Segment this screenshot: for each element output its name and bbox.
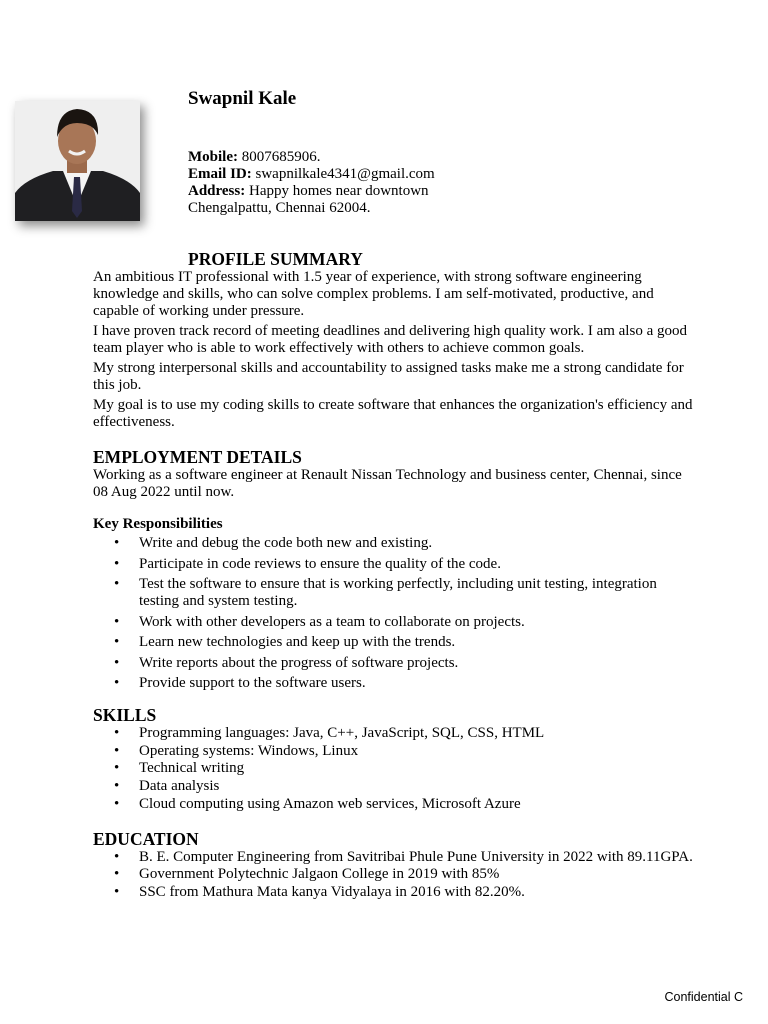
mobile-value: 8007685906. (241, 149, 321, 165)
list-item: • Learn new technologies and keep up with the trends. (93, 634, 693, 651)
list-item: • Government Polytechnic Jalgaon College in 2019 with 85% (93, 866, 693, 884)
profile-paragraph: I have proven track record of meeting deadlines and delivering high quality work. I am also a good team player who is able to work effectively with others to achieve common goals. (93, 323, 687, 356)
address-value-line1: Happy homes near downtown (248, 183, 429, 199)
employment-heading: EMPLOYMENT DETAILS (93, 447, 302, 467)
confidential-footer: Confidential C (664, 990, 743, 1004)
contact-block (188, 149, 435, 217)
mobile-line (188, 149, 435, 166)
candidate-name: Swapnil Kale (188, 88, 297, 109)
email-line (188, 166, 435, 183)
profile-summary-heading: PROFILE SUMMARY (188, 249, 363, 269)
list-item: • Technical writing (93, 760, 693, 778)
email-value[interactable]: swapnilkale4341@gmail.com (255, 166, 435, 182)
responsibilities-heading: Key Responsibilities (93, 516, 223, 532)
skills-list (93, 725, 693, 814)
list-item: • Write and debug the code both new and existing. (93, 535, 693, 552)
education-list (93, 849, 693, 902)
list-item: • Programming languages: Java, C++, JavaScript, SQL, CSS, HTML (93, 725, 693, 743)
profile-paragraph: An ambitious IT professional with 1.5 year of experience, with strong software engineering knowledge and skills, who can solve complex problems. I am self-motivated, productive, and capable of working under pressure. (93, 269, 654, 319)
profile-paragraph: My strong interpersonal skills and accountability to assigned tasks make me a strong candidate for this job. (93, 360, 684, 393)
list-item: • Data analysis (93, 778, 693, 796)
email-label: Email ID: (188, 166, 252, 182)
list-item: • Provide support to the software users. (93, 675, 693, 692)
list-item: • Write reports about the progress of software projects. (93, 655, 693, 672)
list-item: • B. E. Computer Engineering from Savitribai Phule Pune University in 2022 with 89.11GPA. (93, 849, 693, 867)
responsibilities-list (93, 535, 693, 692)
employment-summary: Working as a software engineer at Renault Nissan Technology and business center, Chennai, since 08 Aug 2022 until now. (93, 467, 682, 500)
address-label: Address: (188, 183, 246, 199)
list-item: • SSC from Mathura Mata kanya Vidyalaya in 2016 with 82.20%. (93, 884, 693, 902)
profile-photo (15, 101, 140, 221)
mobile-label: Mobile: (188, 149, 238, 165)
address-value-line2: Chengalpattu, Chennai 62004. (188, 200, 371, 216)
profile-paragraph: My goal is to use my coding skills to create software that enhances the organization's efficiency and effectiveness. (93, 397, 693, 430)
list-item: • Test the software to ensure that is working perfectly, including unit testing, integration testing and system testing. (93, 576, 693, 610)
list-item: • Participate in code reviews to ensure the quality of the code. (93, 556, 693, 573)
education-heading: EDUCATION (93, 828, 199, 849)
address-line (188, 183, 435, 200)
list-item: • Operating systems: Windows, Linux (93, 743, 693, 761)
list-item: • Cloud computing using Amazon web services, Microsoft Azure (93, 796, 693, 814)
resume-body (93, 249, 693, 902)
list-item: • Work with other developers as a team to collaborate on projects. (93, 614, 693, 631)
skills-heading: SKILLS (93, 705, 157, 725)
